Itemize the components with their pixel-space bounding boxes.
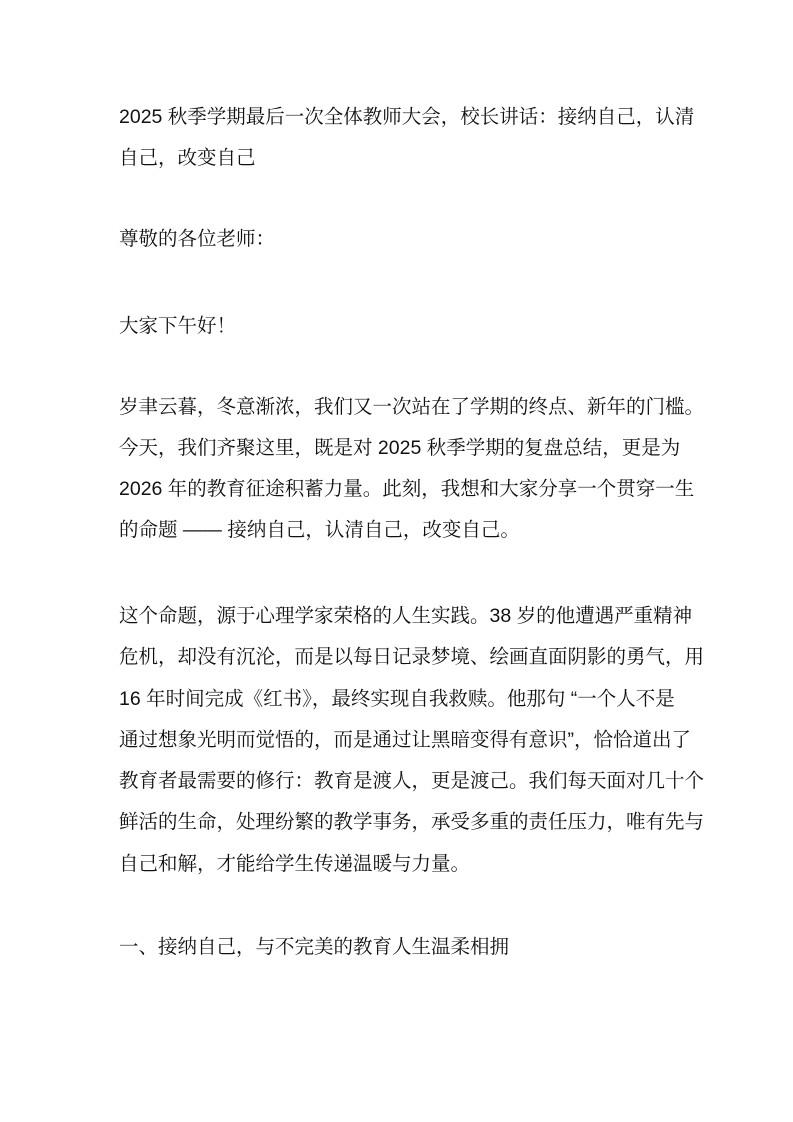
- text-line: 自己和解，才能给学生传递温暖与力量。: [119, 853, 471, 875]
- text-line: 2026 年的教育征途积蓄力量。此刻，我想和大家分享一个贯穿一生: [119, 478, 695, 500]
- text-line: 今天，我们齐聚这里，既是对 2025 秋季学期的复盘总结，更是为: [119, 437, 681, 459]
- text-line: 16 年时间完成《红书》，最终实现自我救赎。他那句 “一个人不是: [119, 688, 675, 710]
- greeting: 大家下午好！: [119, 315, 237, 337]
- text-line: 危机，却没有沉沦，而是以每日记录梦境、绘画直面阴影的勇气，用: [119, 646, 705, 668]
- section-heading: 一、接纳自己，与不完美的教育人生温柔相拥: [119, 936, 510, 958]
- title-line: 自己，改变自己: [119, 147, 256, 169]
- text-line: 通过想象光明而觉悟的，而是通过让黑暗变得有意识”，恰恰道出了: [119, 729, 691, 751]
- text-line: 教育者最需要的修行：教育是渡人，更是渡己。我们每天面对几十个: [119, 770, 705, 792]
- salutation: 尊敬的各位老师：: [119, 228, 276, 250]
- title-line: 2025 秋季学期最后一次全体教师大会，校长讲话：接纳自己，认清: [119, 106, 695, 128]
- text-line: 的命题 —— 接纳自己，认清自己，改变自己。: [119, 519, 520, 541]
- text-line: 这个命题，源于心理学家荣格的人生实践。38 岁的他遭遇严重精神: [119, 605, 693, 627]
- text-line: 岁聿云暮，冬意渐浓，我们又一次站在了学期的终点、新年的门槛。: [119, 396, 705, 418]
- text-line: 鲜活的生命，处理纷繁的教学事务，承受多重的责任压力，唯有先与: [119, 811, 705, 833]
